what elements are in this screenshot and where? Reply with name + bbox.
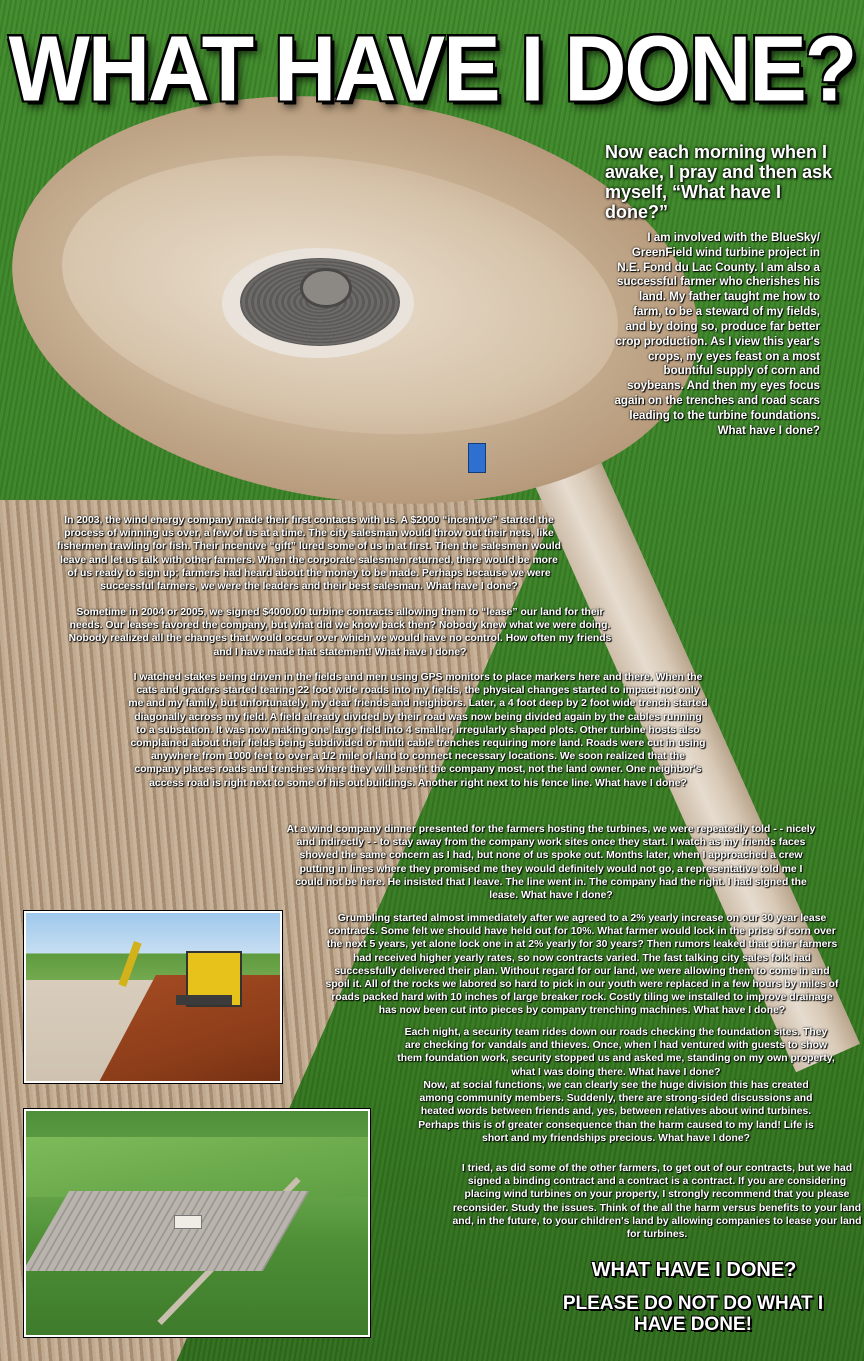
paragraph-reconsider — [452, 1162, 862, 1241]
paragraph-text: Each night, a security team rides down our roads checking the foundation sites. They are checking for vandals and thieves. Once, when I had ventured with guests to show them foundation work, security stopped us and asked me, standing on my own property, what I was doing there. — [397, 1027, 835, 1078]
portable-toilet — [468, 443, 486, 473]
paragraph-text: Now, at social functions, we can clearly see the huge division this has created among community members. Suddenly, there are strong-sided discussions and heated words between friends and, yes, between relatives about wind turbines. Perhaps this is of greater consequence than the harm caused to my land! Life is short and my friendships precious. — [418, 1080, 814, 1144]
substation-field — [26, 1137, 368, 1197]
substation-equipment — [24, 1191, 309, 1271]
paragraph-grumbling — [322, 912, 842, 1018]
paragraph-text: At a wind company dinner presented for the farmers hosting the turbines, we were repeatedly told - - nicely and indirectly - - to stay away from the company work sites once they start. I watch as my friends faces showed the same concern as I had, but none of us spoke out. Months later, when I approached a crew putting in lines where they promised me they would definitely would not go, a representative told me I could not be here. He insisted that I leave. The line went in. The company had the right. I had signed the lease. — [286, 824, 816, 902]
intro-body — [610, 231, 820, 439]
paragraph-text: Grumbling started almost immediately after we agreed to a 2% yearly increase on our 30 year lease contracts. Some felt we should have held out for 10%. What farmer would lock in the price of corn over the next 5 years, yet alone lock one in at 2% yearly for 30 years? Then rumors leaked that other farmers had received higher yearly rates, so now contracts varied. The fast talking city sales folk had successfully delivered their plan. Without regard for our land, we were allowing them to come in and spoil it. All of the rocks we labored so hard to pick in our youth were replaced in a few hours by miles of roads packed hard with 10 inches of large breaker rock. Costly tiling we installed to improve drainage has now been cut into pieces by company trenching machines. — [325, 913, 839, 1017]
paragraph-refrain: What have I done? — [425, 581, 518, 593]
intro-refrain: What have I done? — [717, 423, 820, 437]
paragraph-refrain: What have I done? — [595, 777, 687, 789]
headline: WHAT HAVE I DONE? — [8, 17, 856, 121]
paragraph-contracts-signed — [60, 606, 620, 659]
paragraph-community-division — [406, 1079, 826, 1145]
paragraph-security-team — [396, 1026, 836, 1079]
bulldozer-blade — [176, 995, 232, 1005]
excavator — [118, 941, 141, 987]
trench-construction-photo — [24, 911, 282, 1083]
paragraph-text: I watched stakes being driven in the fields and men using GPS monitors to place markers here and there. When the cats and graders started tearing 22 foot wide roads into my fields, the physical changes started to impact not only me and my family, but unfortunately, my dear friends and neighbors. Later, a 4 foot deep by 2 foot wide trench started diagonally across my field. A field already divided by their road was now being divided again by the cables running to a substation. It was now making one large field into 4 smaller, irregularly shaped plots. Other turbine hosts also complained about their fields being subdivided or multi cable trenches requiring more land. Roads were cut in using anywhere from 1000 feet to over a 1/2 mile of land to connect necessary locations. We soon realized that the company places roads and trenches where they will benefit the company most, not the land owner. One neighbor's access road is right next to some of his out buildings. Another right next to his fence line. — [128, 672, 708, 789]
turbine-foundation-hub — [300, 268, 352, 308]
paragraph-refrain: What have I done? — [693, 1005, 786, 1017]
intro-body-text: I am involved with the BlueSky/ GreenField wind turbine project in N.E. Fond du Lac County. I am also a successful farmer who cherishes his land. My father taught me how to farm, to be a steward of my fields, and by doing so, produce far better crop production. As I view this year's crops, my eyes feast on a most bountiful supply of corn and soybeans. And then my eyes focus again on the trenches and road scars leading to the turbine foundations. — [614, 231, 820, 422]
paragraph-refrain: What have I done? — [628, 1066, 721, 1078]
paragraph-2003-contacts — [54, 514, 564, 593]
closing-question: WHAT HAVE I DONE? — [591, 1259, 797, 1281]
paragraph-refrain: What have I done? — [374, 646, 467, 658]
paragraph-refrain: What have I done? — [658, 1132, 750, 1144]
closing-plea: PLEASE DO NOT DO WHAT I HAVE DONE! — [562, 1293, 824, 1336]
paragraph-text: Sometime in 2004 or 2005, we signed $4000.00 turbine contracts allowing them to “lease” our land for their needs. Our leases favored the company, but what did we know back then? Nobody knew what we were doing. Nobody realized all the changes that would occur over which we would have no control. How often my friends and I have made that statement! — [68, 607, 612, 658]
substation-aerial-photo — [24, 1109, 370, 1337]
paragraph-company-dinner — [286, 823, 816, 902]
paragraph-refrain: What have I done? — [520, 890, 613, 902]
paragraph-text: In 2003, the wind energy company made their first contacts with us. A $2000 “incentive” started the process of winning us over, a few of us at a time. The city salesman would throw out their nets, like fishermen trawling for fish. Their incentive “gift” lured some of us in at first. Then the salesmen would leave and let us talk with other farmers. When the corporate salesmen returned, there would be more of us ready to sign up; farmers had heard about the money to be made. Perhaps because we were successful farmers, we were the leaders and their best salesman. — [56, 515, 562, 593]
paragraph-roads-trenches — [128, 671, 708, 790]
substation-building — [174, 1215, 202, 1229]
paragraph-text: I tried, as did some of the other farmers, to get out of our contracts, but we had signed a binding contract and a contract is a contract. If you are considering placing wind turbines on your property, I strongly recommend that you please reconsider. Study the issues. Think of the all the harm versus benefits to your land and, in the future, to your children's land by allowing companies to lease your land for turbines. — [452, 1163, 862, 1241]
intro-heading: Now each morning when I awake, I pray and then ask myself, “What have I done?” — [605, 142, 833, 223]
